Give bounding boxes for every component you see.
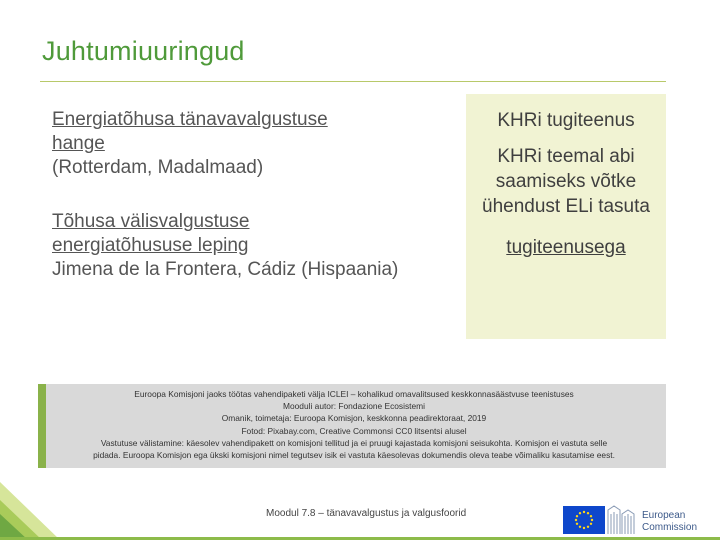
disclaimer-line: Vastutuse välistamine: käesolev vahendipakett on komisjoni tellitud ja ei pruugi kajastada komisjoni seisukohta. Komisjon ei vastuta selle (100, 437, 608, 448)
disclaimer-line: Omanik, toimetaja: Euroopa Komisjon, keskkonna peadirektoraat, 2019 (221, 413, 487, 424)
footer-module-caption: Moodul 7.8 – tänavavalgustus ja valgusfoorid (266, 508, 467, 519)
disclaimer-line: Euroopa Komisjoni jaoks töötas vahendipaketi välja ICLEI – kohalikud omavalitsused keskkonnasäästvuse teenistuses (134, 389, 574, 399)
disclaimer-line: Mooduli autor: Fondazione Ecosistemi (283, 401, 425, 412)
corner-decoration-graphic (0, 470, 90, 540)
disclaimer-line: Fotod: Pixabay.com, Creative Commonsi CC0 litsentsi alusel (241, 425, 467, 436)
helpdesk-text: KHRi teemal abi saamiseks võtke ühendust ELi tasuta (482, 146, 650, 217)
european-commission-logo (562, 500, 716, 536)
case-study-link-jimena[interactable]: Tõhusa välisvalgustuse energiatõhususe leping (52, 211, 250, 256)
disclaimer-line: pidada. Euroopa Komisjon ega ükski komisjoni nimel tegutsev isik ei vastuta käesolevas dokumendis oleva teabe võimaliku kasutamise eest. (93, 450, 615, 461)
case-study-link-rotterdam[interactable]: Energiatõhusa tänavavalgustuse hange (52, 109, 328, 154)
case-study-item (52, 210, 432, 282)
disclaimer-panel (38, 384, 666, 468)
helpdesk-link[interactable]: tugiteenusega (506, 237, 626, 258)
eu-flag-icon (562, 500, 640, 536)
helpdesk-heading: KHRi tugiteenus (497, 110, 635, 131)
slide-title: Juhtumiuuringud (42, 36, 245, 66)
helpdesk-box (466, 94, 666, 339)
eu-logo-text (642, 510, 697, 534)
eu-logo-line2: Commission (642, 522, 698, 533)
disclaimer-accent-bar (38, 384, 46, 468)
case-study-item (52, 108, 432, 180)
case-study-location: (Rotterdam, Madalmaad) (52, 157, 264, 178)
title-divider (40, 81, 666, 82)
case-study-list (52, 108, 432, 312)
case-study-location: Jimena de la Frontera, Cádiz (Hispaania) (52, 259, 399, 280)
eu-logo-line1: European (642, 510, 686, 521)
